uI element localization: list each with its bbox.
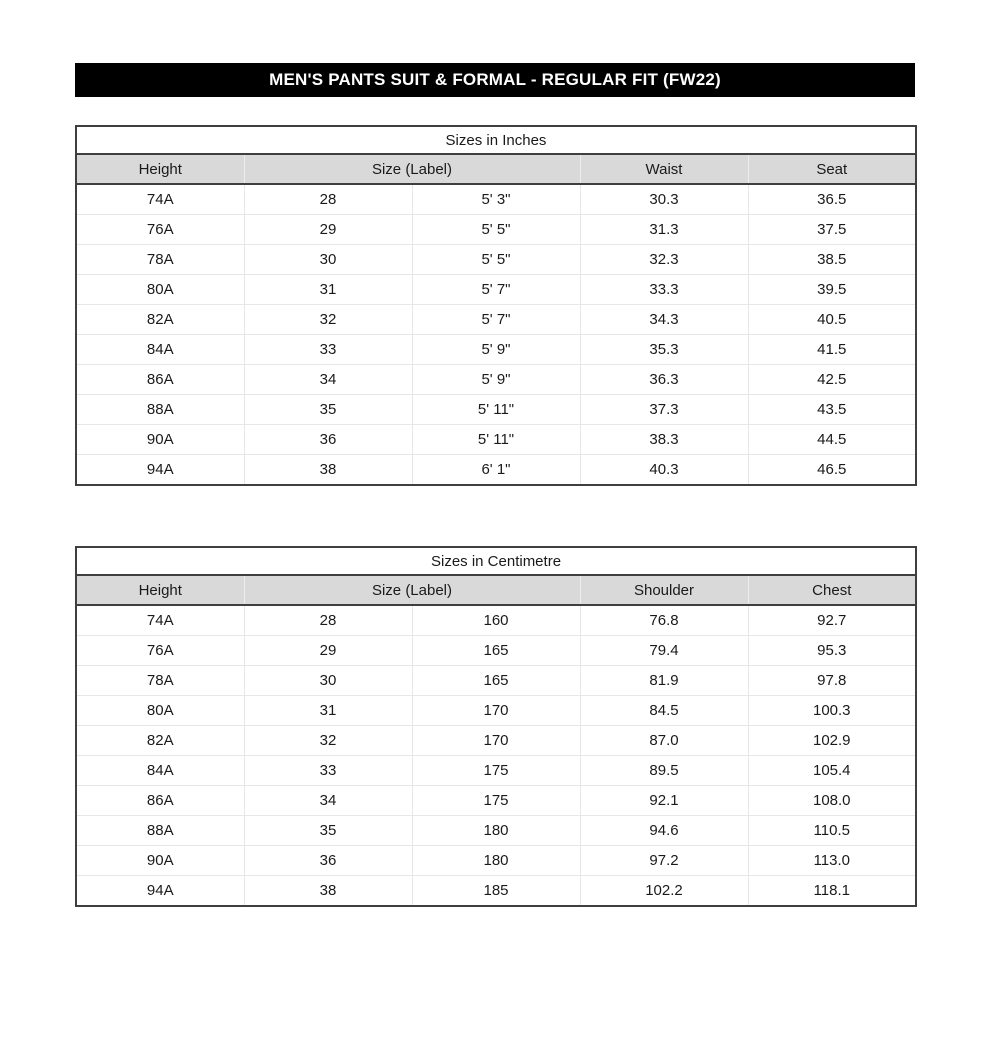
table-cell: 34 (244, 365, 412, 395)
table-cell: 6' 1" (412, 455, 580, 486)
table-cell: 42.5 (748, 365, 916, 395)
centimetre-table-body (76, 605, 916, 906)
table-cell: 31 (244, 696, 412, 726)
table-row (76, 786, 916, 816)
table-cell: 40.3 (580, 455, 748, 486)
inches-size-table (75, 125, 917, 486)
table-cell: 80A (76, 275, 244, 305)
table-cell: 35 (244, 816, 412, 846)
table-cell: 97.2 (580, 846, 748, 876)
table-row (76, 696, 916, 726)
table-title-row (76, 126, 916, 154)
table-row (76, 275, 916, 305)
table-cell: 44.5 (748, 425, 916, 455)
size-chart-sheet (75, 63, 915, 907)
column-header-row (76, 575, 916, 605)
table-cell: 33.3 (580, 275, 748, 305)
table-cell: 118.1 (748, 876, 916, 907)
table-cell: 38.5 (748, 245, 916, 275)
table-cell: 76A (76, 215, 244, 245)
table-cell: 180 (412, 816, 580, 846)
centimetre-size-table (75, 546, 917, 907)
table-cell: 5' 5" (412, 215, 580, 245)
table-row (76, 365, 916, 395)
table-cell: 5' 7" (412, 275, 580, 305)
table-cell: 97.8 (748, 666, 916, 696)
table-row (76, 666, 916, 696)
table-cell: 33 (244, 335, 412, 365)
table-cell: 92.1 (580, 786, 748, 816)
table-cell: 30 (244, 245, 412, 275)
table-cell: 165 (412, 666, 580, 696)
table-cell: 29 (244, 215, 412, 245)
table-row (76, 455, 916, 486)
table-cell: 31.3 (580, 215, 748, 245)
table-row (76, 335, 916, 365)
table-cell: 88A (76, 816, 244, 846)
table-cell: 89.5 (580, 756, 748, 786)
column-header-row (76, 154, 916, 184)
table-row (76, 756, 916, 786)
table-cell: 90A (76, 425, 244, 455)
table-cell: 30.3 (580, 184, 748, 215)
table-cell: 31 (244, 275, 412, 305)
table-cell: 38.3 (580, 425, 748, 455)
table-cell: 5' 5" (412, 245, 580, 275)
table-cell: 5' 7" (412, 305, 580, 335)
table-cell: 90A (76, 846, 244, 876)
table-cell: 37.3 (580, 395, 748, 425)
table-cell: 30 (244, 666, 412, 696)
column-header-size-label: Size (Label) (244, 575, 580, 605)
table-cell: 110.5 (748, 816, 916, 846)
column-header-shoulder: Shoulder (580, 575, 748, 605)
table-cell: 74A (146, 191, 174, 208)
table-cell: 38 (244, 455, 412, 486)
column-header-height: Height (76, 575, 244, 605)
table-cell: 36 (244, 846, 412, 876)
table-cell: 34.3 (580, 305, 748, 335)
table-cell: 33 (244, 756, 412, 786)
table-row (76, 605, 916, 636)
table-cell: 35.3 (580, 335, 748, 365)
table-cell: 36.5 (748, 184, 916, 215)
table-title-row (76, 547, 916, 575)
table-cell: 92.7 (748, 605, 916, 636)
table-row (76, 726, 916, 756)
table-row (76, 846, 916, 876)
table-cell: 82A (76, 726, 244, 756)
table-cell: 175 (412, 756, 580, 786)
table-cell: 175 (412, 786, 580, 816)
table-cell: 36 (244, 425, 412, 455)
chart-title-bar (75, 63, 915, 97)
table-cell: 84.5 (580, 696, 748, 726)
table-cell: 81.9 (580, 666, 748, 696)
table-cell: 88A (76, 395, 244, 425)
column-header-size-label: Size (Label) (244, 154, 580, 184)
table-cell: 36.3 (580, 365, 748, 395)
table-cell: 40.5 (748, 305, 916, 335)
chart-title: MEN'S PANTS SUIT & FORMAL - REGULAR FIT (FW22) (269, 70, 721, 89)
table-cell: 78A (76, 245, 244, 275)
table-cell: 5' 9" (412, 365, 580, 395)
table-title-centimetre: Sizes in Centimetre (76, 547, 916, 575)
table-cell: 84A (76, 756, 244, 786)
table-cell: 32.3 (580, 245, 748, 275)
table-row (76, 184, 916, 215)
table-cell: 100.3 (748, 696, 916, 726)
table-cell: 5' 11" (412, 395, 580, 425)
table-cell: 76.8 (580, 605, 748, 636)
inches-table-body (76, 184, 916, 485)
table-cell: 170 (412, 696, 580, 726)
table-cell: 32 (244, 305, 412, 335)
table-cell: 76A (76, 636, 244, 666)
table-cell: 94A (76, 455, 244, 486)
table-cell: 5' 3" (412, 184, 580, 215)
table-cell: 5' 9" (412, 335, 580, 365)
table-cell: 84A (76, 335, 244, 365)
table-row (76, 305, 916, 335)
table-cell: 78A (76, 666, 244, 696)
table-cell: 46.5 (748, 455, 916, 486)
table-cell: 32 (244, 726, 412, 756)
table-cell: 39.5 (748, 275, 916, 305)
table-row (76, 816, 916, 846)
table-title-inches: Sizes in Inches (76, 126, 916, 154)
table-cell: 86A (76, 786, 244, 816)
table-cell: 102.9 (748, 726, 916, 756)
table-row (76, 425, 916, 455)
table-cell: 95.3 (748, 636, 916, 666)
table-cell: 165 (412, 636, 580, 666)
table-cell: 29 (244, 636, 412, 666)
table-cell: 102.2 (580, 876, 748, 907)
column-header-height: Height (76, 154, 244, 184)
table-cell: 180 (412, 846, 580, 876)
table-cell: 28 (244, 605, 412, 636)
table-cell: 79.4 (580, 636, 748, 666)
table-cell: 185 (412, 876, 580, 907)
table-cell: 170 (412, 726, 580, 756)
table-row (76, 636, 916, 666)
table-cell: 35 (244, 395, 412, 425)
table-cell: 105.4 (748, 756, 916, 786)
table-cell: 37.5 (748, 215, 916, 245)
column-header-seat: Seat (748, 154, 916, 184)
table-row (76, 395, 916, 425)
table-cell: 87.0 (580, 726, 748, 756)
table-cell: 41.5 (748, 335, 916, 365)
table-cell: 43.5 (748, 395, 916, 425)
table-cell: 74A (146, 612, 174, 629)
table-cell: 5' 11" (412, 425, 580, 455)
table-row (76, 215, 916, 245)
table-cell: 80A (76, 696, 244, 726)
table-cell: 82A (76, 305, 244, 335)
table-cell: 28 (244, 184, 412, 215)
table-row (76, 876, 916, 907)
table-row (76, 245, 916, 275)
column-header-chest: Chest (748, 575, 916, 605)
table-cell: 94.6 (580, 816, 748, 846)
table-cell: 34 (244, 786, 412, 816)
table-cell: 160 (412, 605, 580, 636)
table-cell: 108.0 (748, 786, 916, 816)
column-header-waist: Waist (580, 154, 748, 184)
table-cell: 94A (76, 876, 244, 907)
table-cell: 113.0 (748, 846, 916, 876)
table-cell: 38 (244, 876, 412, 907)
table-cell: 86A (76, 365, 244, 395)
